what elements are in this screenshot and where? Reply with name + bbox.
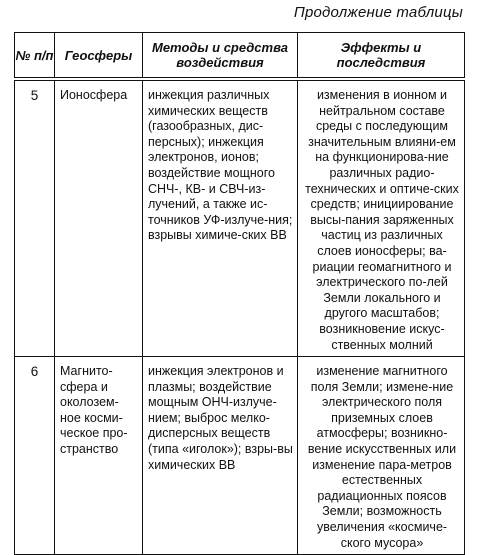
effects-cell bbox=[298, 357, 465, 555]
row-number: 6 bbox=[30, 364, 39, 380]
effects-cell bbox=[298, 79, 465, 357]
header-row bbox=[15, 33, 465, 80]
effects-text: изменения в ионном и нейтральном составе среды с последующим значительным влияни-ем на функционирова-ние различных радио-технических и оптиче-ских средств; инициирование высы-пания заряженных частиц из различных слоев ионосферы; ва-риации геомагнитного и электрического по-лей Земли локального и другого масштабов; возникновение искус-ственных молний bbox=[305, 88, 459, 352]
row-number: 5 bbox=[30, 88, 39, 103]
header-geosphere: Геосферы bbox=[55, 33, 143, 80]
data-table bbox=[14, 32, 465, 555]
header-methods: Методы и средства воздействия bbox=[143, 33, 298, 80]
table-row bbox=[15, 79, 465, 357]
row-number-cell bbox=[15, 357, 55, 555]
header-num: № п/п bbox=[15, 33, 55, 80]
methods-cell bbox=[143, 357, 298, 555]
row-number-cell bbox=[15, 79, 55, 357]
methods-text: инжекция различных химических веществ (газообразных, дис-персных); инжекция электронов, ионов; воздействие мощного СНЧ-, КВ- и СВЧ-из-лучений, а также ис-точников УФ-излуче-ния; взрывы химиче-ских ВВ bbox=[148, 88, 293, 243]
geosphere-name: Магнито-сфера и околозем-ное косми-ческое про-странство bbox=[60, 364, 128, 457]
methods-text: инжекция электронов и плазмы; воздействие мощным ОНЧ-излуче-нием; выброс мелко-дисперсных веществ (типа «иголок»); взры-вы химических ВВ bbox=[148, 364, 293, 472]
table-row bbox=[15, 357, 465, 555]
header-effects: Эффекты и последствия bbox=[298, 33, 465, 80]
geosphere-name: Ионосфера bbox=[60, 88, 128, 102]
methods-cell bbox=[143, 79, 298, 357]
table-continuation-caption: Продолжение таблицы bbox=[293, 4, 463, 21]
geosphere-cell bbox=[55, 79, 143, 357]
effects-text: изменение магнитного поля Земли; измене-ние электрического поля приземных слоев атмосферы; возникно-вение искусственных или изменение пара-метров естественных радиационных поясов Земли; возможность увеличения «космиче-ского мусора» bbox=[307, 364, 457, 550]
geosphere-cell bbox=[55, 357, 143, 555]
